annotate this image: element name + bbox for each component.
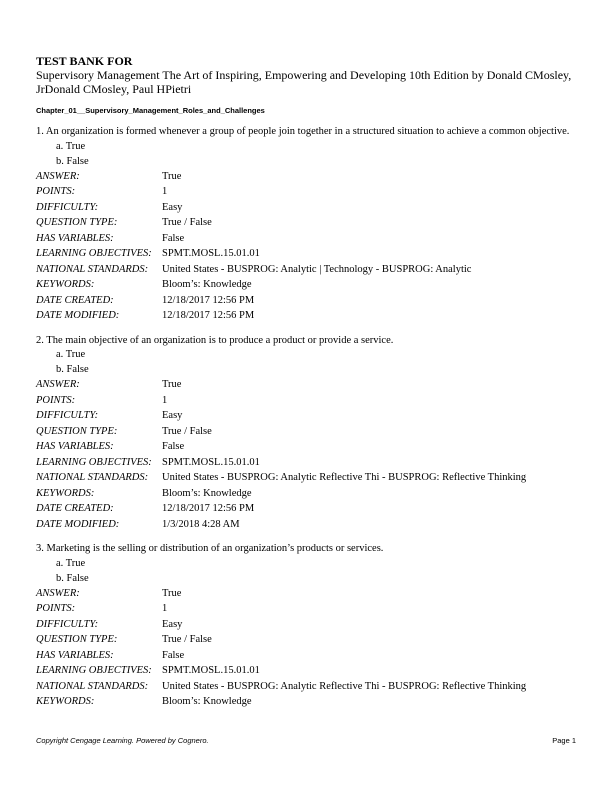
meta-label: DATE CREATED:: [36, 503, 114, 514]
meta-label: ANSWER:: [36, 170, 80, 182]
meta-value: United States - BUSPROG: Analytic Reflective Thi - BUSPROG: Reflective Thinking: [162, 680, 527, 692]
answer-choice: a. True: [56, 557, 86, 569]
answer-choice: b. False: [56, 155, 89, 167]
meta-value: True / False: [162, 217, 212, 228]
question-block: [36, 543, 576, 710]
meta-row: [36, 601, 576, 617]
meta-row: [36, 231, 576, 247]
meta-label: NATIONAL STANDARDS:: [36, 263, 149, 275]
meta-value: 1/3/2018 4:28 AM: [162, 518, 240, 530]
meta-value: SPMT.MOSL.15.01.01: [162, 248, 260, 259]
meta-row: [36, 632, 576, 648]
meta-value: 1: [162, 186, 168, 197]
meta-value: Easy: [162, 201, 183, 213]
meta-label: NATIONAL STANDARDS:: [36, 472, 149, 483]
meta-row: [36, 470, 576, 486]
meta-row: [36, 679, 576, 695]
meta-value: Easy: [162, 618, 183, 630]
question-text: 1. An organization is formed whenever a group of people join together in a structured situation to achieve a common objective.: [36, 126, 570, 137]
meta-value: 12/18/2017 12:56 PM: [162, 503, 255, 514]
meta-row: [36, 293, 576, 309]
meta-value: Bloom’s: Knowledge: [162, 487, 252, 499]
meta-label: POINTS:: [36, 186, 76, 197]
question-text: 2. The main objective of an organization is to produce a product or provide a service.: [36, 334, 394, 346]
meta-row: [36, 486, 576, 502]
meta-value: False: [162, 441, 185, 452]
meta-label: DIFFICULTY:: [36, 618, 99, 630]
meta-value: True / False: [162, 634, 212, 645]
meta-value: True / False: [162, 425, 212, 437]
meta-label: KEYWORDS:: [36, 696, 95, 707]
meta-label: QUESTION TYPE:: [36, 634, 118, 645]
meta-value: 1: [162, 603, 168, 614]
meta-label: QUESTION TYPE:: [36, 217, 118, 228]
meta-label: QUESTION TYPE:: [36, 425, 118, 437]
meta-value: True: [162, 587, 182, 599]
meta-label: HAS VARIABLES:: [36, 649, 114, 661]
meta-label: ANSWER:: [36, 587, 80, 599]
meta-value: True: [162, 170, 182, 182]
meta-row: [36, 169, 576, 185]
meta-label: DIFFICULTY:: [36, 410, 99, 421]
meta-value: False: [162, 232, 185, 244]
meta-row: [36, 694, 576, 710]
meta-value: Easy: [162, 410, 183, 421]
meta-row: [36, 517, 576, 533]
meta-label: HAS VARIABLES:: [36, 232, 114, 244]
meta-row: [36, 617, 576, 633]
book-title: Supervisory Management The Art of Inspiring, Empowering and Developing 10th Edition by Donald CMosley, JrDonald CMosley, Paul HPietri: [36, 68, 572, 96]
meta-label: LEARNING OBJECTIVES:: [36, 665, 152, 676]
question-block: [36, 335, 576, 533]
meta-value: Bloom’s: Knowledge: [162, 696, 252, 707]
answer-choice: b. False: [56, 364, 89, 375]
meta-value: False: [162, 649, 185, 661]
meta-label: DATE CREATED:: [36, 294, 114, 306]
meta-value: United States - BUSPROG: Analytic Reflective Thi - BUSPROG: Reflective Thinking: [162, 472, 527, 483]
meta-row: [36, 439, 576, 455]
meta-row: [36, 408, 576, 424]
meta-label: POINTS:: [36, 603, 76, 614]
meta-row: [36, 393, 576, 409]
meta-label: DIFFICULTY:: [36, 201, 99, 213]
meta-label: DATE MODIFIED:: [36, 518, 120, 530]
question-list: [36, 126, 576, 710]
meta-row: [36, 377, 576, 393]
meta-row: [36, 501, 576, 517]
meta-label: DATE MODIFIED:: [36, 310, 120, 321]
meta-value: SPMT.MOSL.15.01.01: [162, 665, 260, 676]
meta-label: LEARNING OBJECTIVES:: [36, 456, 152, 468]
answer-choice: b. False: [56, 572, 89, 584]
meta-row: [36, 246, 576, 262]
meta-row: [36, 262, 576, 278]
meta-row: [36, 586, 576, 602]
meta-row: [36, 663, 576, 679]
question-text: 3. Marketing is the selling or distribution of an organization’s products or services.: [36, 543, 384, 554]
document-title: TEST BANK FOR: [36, 54, 133, 68]
meta-label: HAS VARIABLES:: [36, 441, 114, 452]
meta-row: [36, 308, 576, 324]
meta-row: [36, 215, 576, 231]
meta-label: NATIONAL STANDARDS:: [36, 680, 149, 692]
copyright-notice: Copyright Cengage Learning. Powered by Cognero.: [36, 736, 209, 745]
document-page: [36, 54, 576, 710]
meta-label: LEARNING OBJECTIVES:: [36, 248, 152, 259]
meta-value: United States - BUSPROG: Analytic | Technology - BUSPROG: Analytic: [162, 263, 472, 275]
question-block: [36, 126, 576, 324]
meta-row: [36, 424, 576, 440]
meta-row: [36, 184, 576, 200]
meta-label: POINTS:: [36, 394, 76, 406]
meta-value: 12/18/2017 12:56 PM: [162, 310, 255, 321]
meta-row: [36, 277, 576, 293]
meta-value: 1: [162, 394, 168, 406]
meta-row: [36, 200, 576, 216]
meta-row: [36, 455, 576, 471]
chapter-heading: Chapter_01__Supervisory_Management_Roles_and_Challenges: [36, 106, 265, 115]
page-number: Page 1: [552, 736, 576, 745]
page-footer: [36, 736, 576, 745]
meta-label: KEYWORDS:: [36, 279, 95, 290]
answer-choice: a. True: [56, 349, 86, 360]
answer-choice: a. True: [56, 140, 86, 152]
meta-value: True: [162, 379, 182, 390]
meta-value: Bloom’s: Knowledge: [162, 279, 252, 290]
meta-value: SPMT.MOSL.15.01.01: [162, 456, 260, 468]
meta-label: KEYWORDS:: [36, 487, 95, 499]
meta-value: 12/18/2017 12:56 PM: [162, 294, 255, 306]
meta-label: ANSWER:: [36, 379, 80, 390]
meta-row: [36, 648, 576, 664]
